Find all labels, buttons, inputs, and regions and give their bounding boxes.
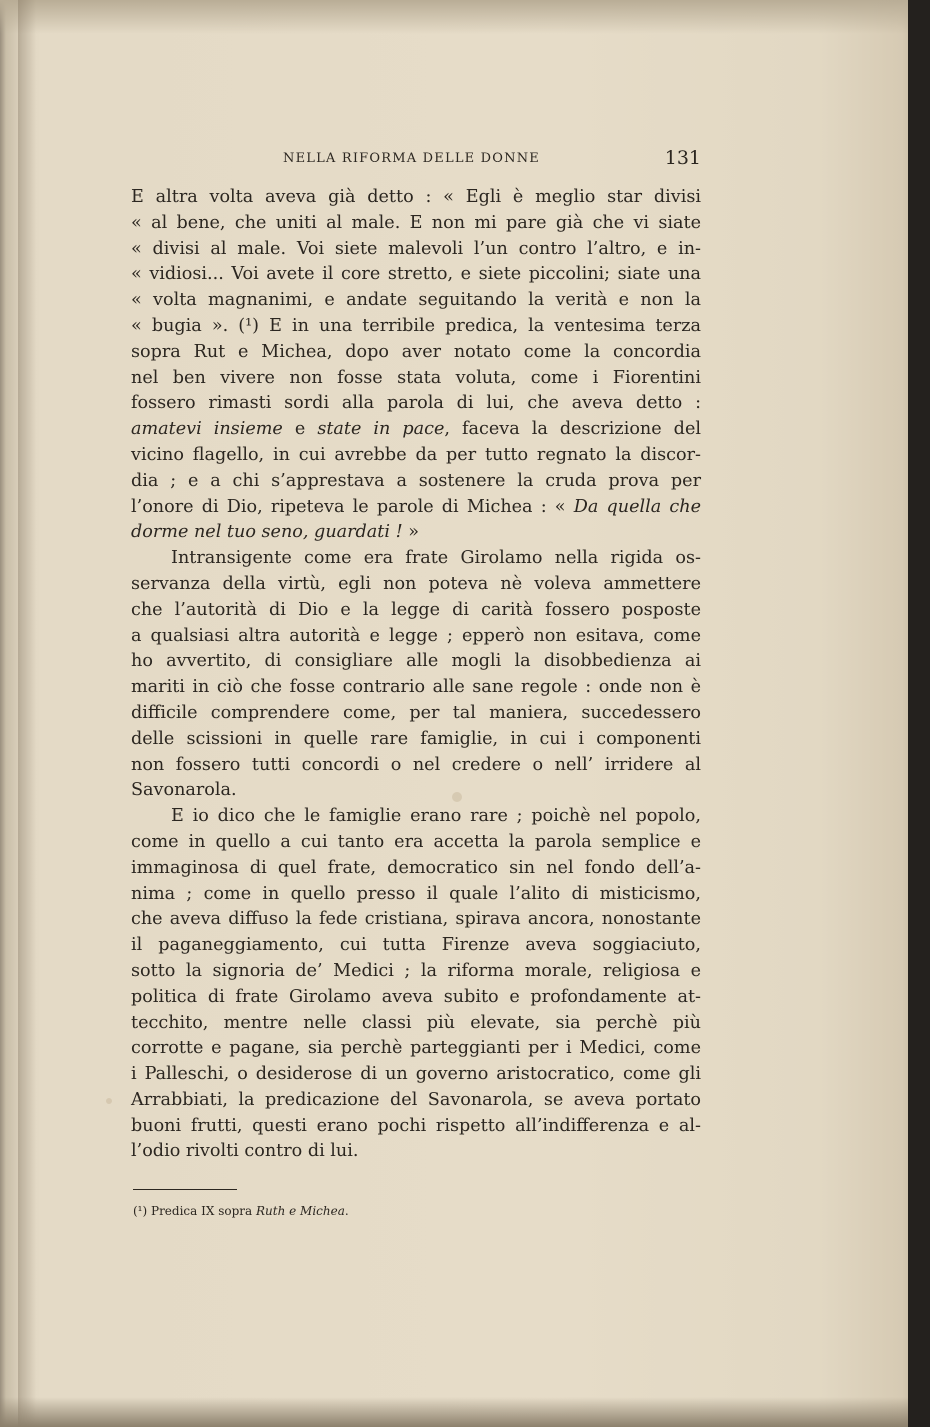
running-title: NELLA RIFORMA DELLE DONNE bbox=[283, 151, 540, 166]
text-line: vicino flagello, in cui avrebbe da per tutto regnato la discor- bbox=[131, 444, 701, 465]
text-line: sopra Rut e Michea, dopo aver notato come la concordia bbox=[131, 341, 701, 362]
text-line: mariti in ciò che fosse contrario alle sane regole : onde non è bbox=[131, 677, 701, 698]
italic-phrase: Da quella che bbox=[573, 496, 701, 517]
footnote-title: Ruth e Michea bbox=[255, 1204, 345, 1219]
text-line: « volta magnanimi, e andate seguitando la verità e non la bbox=[131, 290, 701, 311]
footnote bbox=[131, 1204, 701, 1218]
text-line: sotto la signoria de’ Medici ; la riforma morale, religiosa e bbox=[131, 960, 701, 981]
text-line: « bugia ». (¹) E in una terribile predica, la ventesima terza bbox=[131, 315, 701, 336]
text-line: Savonarola. bbox=[131, 780, 237, 801]
footnote-divider bbox=[133, 1189, 237, 1190]
text-line: « vidiosi... Voi avete il core stretto, e siete piccolini; siate una bbox=[131, 264, 701, 285]
page-text-block bbox=[131, 147, 701, 1218]
italic-phrase: amatevi insieme bbox=[131, 419, 283, 440]
text-line: politica di frate Girolamo aveva subito e profondamente at- bbox=[131, 986, 701, 1007]
text-line: nima ; come in quello presso il quale l’alito di misticismo, bbox=[131, 883, 701, 904]
body-text bbox=[131, 185, 701, 1165]
paper-spot bbox=[106, 1098, 112, 1104]
italic-phrase: dorme nel tuo seno, guardati ! bbox=[131, 522, 403, 543]
text-line: tecchito, mentre nelle classi più elevate, sia perchè più bbox=[131, 1012, 701, 1033]
book-gutter bbox=[18, 0, 36, 1427]
italic-phrase: state in pace bbox=[317, 419, 445, 440]
page-number: 131 bbox=[664, 147, 701, 169]
text-fragment: , faceva la descrizione del bbox=[444, 419, 701, 440]
text-line: a qualsiasi altra autorità e legge ; epperò non esitava, come bbox=[131, 625, 701, 646]
book-cover-edge bbox=[908, 0, 930, 1427]
paragraph-first-line: Intransigente come era frate Girolamo nella rigida os- bbox=[171, 548, 701, 569]
text-line bbox=[131, 495, 701, 521]
text-line: « divisi al male. Voi siete malevoli l’un contro l’altro, e in- bbox=[131, 238, 701, 259]
text-line: il paganeggiamento, cui tutta Firenze aveva soggiaciuto, bbox=[131, 935, 701, 956]
text-line: non fossero tutti concordi o nel credere o nell’ irridere al bbox=[131, 754, 701, 775]
text-fragment: l’onore di Dio, ripeteva le parole di Michea : « bbox=[131, 496, 574, 517]
text-line: difficile comprendere come, per tal maniera, succedessero bbox=[131, 702, 701, 723]
footnote-end: . bbox=[344, 1204, 349, 1219]
text-line: dia ; e a chi s’apprestava a sostenere la cruda prova per bbox=[131, 470, 701, 491]
text-line: come in quello a cui tanto era accetta la parola semplice e bbox=[131, 831, 701, 852]
text-line: E altra volta aveva già detto : « Egli è meglio star divisi bbox=[131, 187, 701, 207]
text-line: l’odio rivolti contro di lui. bbox=[131, 1141, 359, 1162]
text-line: i Palleschi, o desiderose di un governo aristocratico, come gli bbox=[131, 1064, 701, 1085]
paragraph-first-line: E io dico che le famiglie erano rare ; poichè nel popolo, bbox=[171, 806, 701, 827]
text-fragment: e bbox=[282, 419, 318, 440]
page-top-edge bbox=[0, 0, 930, 34]
text-line: che aveva diffuso la fede cristiana, spirava ancora, nonostante bbox=[131, 909, 701, 930]
text-line bbox=[131, 417, 701, 443]
running-head bbox=[131, 147, 701, 175]
page-bottom-edge bbox=[0, 1397, 930, 1427]
text-line: nel ben vivere non fosse stata voluta, come i Fiorentini bbox=[131, 367, 701, 388]
text-line: buoni frutti, questi erano pochi rispetto all’indifferenza e al- bbox=[131, 1115, 701, 1136]
text-line: servanza della virtù, egli non poteva nè voleva ammettere bbox=[131, 573, 701, 594]
text-line: Arrabbiati, la predicazione del Savonarola, se aveva portato bbox=[131, 1089, 701, 1110]
text-line bbox=[131, 520, 701, 546]
text-line: « al bene, che uniti al male. E non mi pare già che vi siate bbox=[131, 212, 701, 233]
text-fragment: » bbox=[402, 522, 420, 543]
text-line: corrotte e pagane, sia perchè parteggianti per i Medici, come bbox=[131, 1038, 701, 1059]
text-line: fossero rimasti sordi alla parola di lui, che aveva detto : bbox=[131, 393, 701, 414]
text-line: ho avvertito, di consigliare alle mogli la disobbedienza ai bbox=[131, 651, 701, 672]
text-line: immaginosa di quel frate, democratico sin nel fondo dell’a- bbox=[131, 857, 701, 878]
text-line: delle scissioni in quelle rare famiglie, in cui i componenti bbox=[131, 728, 701, 749]
text-line: che l’autorità di Dio e la legge di carità fossero posposte bbox=[131, 599, 701, 620]
footnote-marker: (¹) Predica IX sopra bbox=[133, 1204, 256, 1219]
